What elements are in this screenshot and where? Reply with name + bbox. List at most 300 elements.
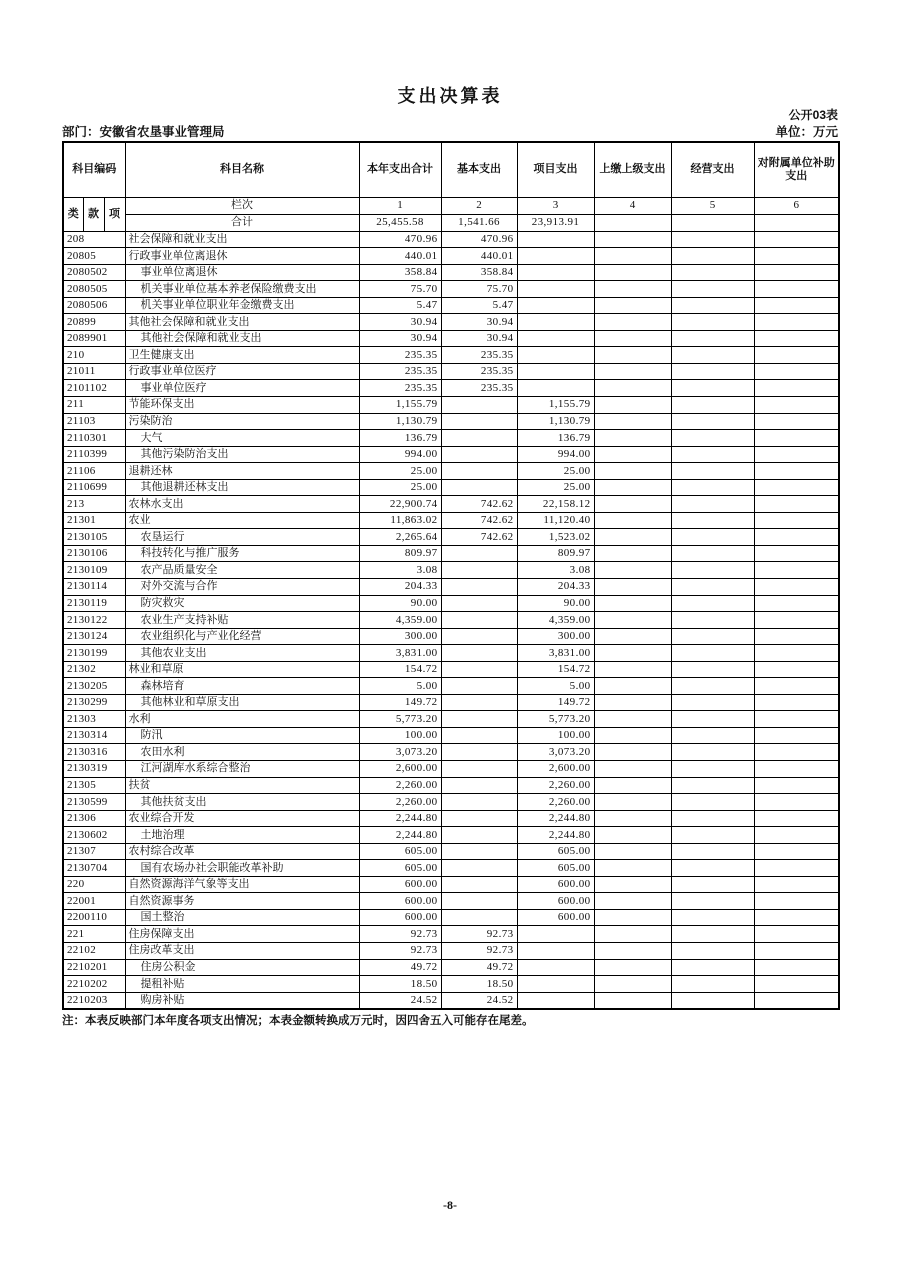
value-cell xyxy=(754,794,839,811)
value-cell xyxy=(754,264,839,281)
value-cell xyxy=(671,612,754,629)
table-row xyxy=(63,876,839,893)
table-row xyxy=(63,628,839,645)
value-cell: 440.01 xyxy=(359,248,441,265)
value-cell xyxy=(441,876,517,893)
subject-name-cell: 行政事业单位医疗 xyxy=(125,363,359,380)
value-cell: 5.47 xyxy=(359,297,441,314)
value-cell: 92.73 xyxy=(359,926,441,943)
value-cell: 2,244.80 xyxy=(359,810,441,827)
table-row xyxy=(63,860,839,877)
value-cell xyxy=(671,810,754,827)
value-cell: 75.70 xyxy=(441,281,517,298)
subject-name-cell: 农业组织化与产业化经营 xyxy=(125,628,359,645)
table-row xyxy=(63,363,839,380)
value-cell xyxy=(754,248,839,265)
value-cell xyxy=(594,578,671,595)
value-cell xyxy=(671,744,754,761)
subject-name-cell: 林业和草原 xyxy=(125,661,359,678)
subject-code-cell: 2130106 xyxy=(63,545,125,562)
value-cell: 204.33 xyxy=(517,578,594,595)
value-cell xyxy=(517,363,594,380)
value-cell: 1,130.79 xyxy=(359,413,441,430)
subject-name-cell: 农垦运行 xyxy=(125,529,359,546)
table-row xyxy=(63,595,839,612)
value-cell: 30.94 xyxy=(359,330,441,347)
table-row xyxy=(63,396,839,413)
value-cell xyxy=(594,926,671,943)
subject-code-cell: 208 xyxy=(63,231,125,248)
table-row xyxy=(63,909,839,926)
subject-code-cell: 21305 xyxy=(63,777,125,794)
value-cell: 3,073.20 xyxy=(359,744,441,761)
subject-code-cell: 2130299 xyxy=(63,694,125,711)
value-cell xyxy=(754,512,839,529)
value-cell xyxy=(754,744,839,761)
table-row xyxy=(63,330,839,347)
value-cell xyxy=(754,843,839,860)
value-cell xyxy=(754,909,839,926)
value-cell xyxy=(517,297,594,314)
subject-name-cell: 其他林业和草原支出 xyxy=(125,694,359,711)
value-cell xyxy=(441,777,517,794)
column-index-3: 3 xyxy=(517,197,594,214)
header-subject-code: 科目编码 xyxy=(63,142,125,197)
value-cell xyxy=(671,860,754,877)
value-cell xyxy=(671,479,754,496)
value-cell xyxy=(594,876,671,893)
table-row xyxy=(63,545,839,562)
subject-name-cell: 农业生产支持补贴 xyxy=(125,612,359,629)
grand-total-label: 合计 xyxy=(125,214,359,231)
value-cell xyxy=(754,545,839,562)
subject-code-cell: 2130114 xyxy=(63,578,125,595)
column-index-row xyxy=(63,197,839,214)
value-cell xyxy=(594,413,671,430)
value-cell: 2,265.64 xyxy=(359,529,441,546)
table-row xyxy=(63,380,839,397)
value-cell xyxy=(671,678,754,695)
value-cell xyxy=(594,727,671,744)
table-row xyxy=(63,943,839,960)
value-cell: 11,863.02 xyxy=(359,512,441,529)
subject-name-cell: 农村综合改革 xyxy=(125,843,359,860)
subject-code-cell: 211 xyxy=(63,396,125,413)
subject-name-cell: 国土整治 xyxy=(125,909,359,926)
page-title: 支出决算表 xyxy=(397,86,503,106)
value-cell: 994.00 xyxy=(359,446,441,463)
table-row xyxy=(63,893,839,910)
table-row xyxy=(63,810,839,827)
value-cell xyxy=(754,893,839,910)
value-cell xyxy=(594,248,671,265)
subject-name-cell: 住房公积金 xyxy=(125,959,359,976)
value-cell: 235.35 xyxy=(359,347,441,364)
value-cell xyxy=(671,264,754,281)
value-cell xyxy=(594,231,671,248)
value-cell xyxy=(754,860,839,877)
subject-name-cell: 提租补贴 xyxy=(125,976,359,993)
subject-code-cell: 2130205 xyxy=(63,678,125,695)
value-cell xyxy=(441,694,517,711)
subject-name-cell: 土地治理 xyxy=(125,827,359,844)
value-cell xyxy=(754,694,839,711)
value-cell: 25.00 xyxy=(359,479,441,496)
value-cell: 22,900.74 xyxy=(359,496,441,513)
value-cell: 30.94 xyxy=(441,330,517,347)
value-cell: 75.70 xyxy=(359,281,441,298)
form-code-label: 公开03表 xyxy=(788,108,838,122)
table-row xyxy=(63,777,839,794)
subject-name-cell: 其他农业支出 xyxy=(125,645,359,662)
value-cell: 2,260.00 xyxy=(359,794,441,811)
value-cell xyxy=(754,711,839,728)
header-total-expenditure: 本年支出合计 xyxy=(359,142,441,197)
subject-code-cell: 20805 xyxy=(63,248,125,265)
value-cell xyxy=(754,396,839,413)
value-cell xyxy=(517,231,594,248)
value-cell xyxy=(441,545,517,562)
value-cell xyxy=(671,496,754,513)
value-cell xyxy=(671,777,754,794)
value-cell xyxy=(671,711,754,728)
value-cell: 90.00 xyxy=(359,595,441,612)
table-row xyxy=(63,645,839,662)
subject-code-cell: 2130599 xyxy=(63,794,125,811)
value-cell: 605.00 xyxy=(517,860,594,877)
value-cell: 136.79 xyxy=(359,430,441,447)
value-cell xyxy=(517,248,594,265)
value-cell xyxy=(671,628,754,645)
value-cell: 136.79 xyxy=(517,430,594,447)
value-cell: 600.00 xyxy=(359,893,441,910)
value-cell xyxy=(754,231,839,248)
table-row xyxy=(63,248,839,265)
subject-code-cell: 21011 xyxy=(63,363,125,380)
column-index-label: 栏次 xyxy=(125,197,359,214)
value-cell xyxy=(594,264,671,281)
value-cell: 358.84 xyxy=(441,264,517,281)
subject-code-cell: 221 xyxy=(63,926,125,943)
table-row xyxy=(63,347,839,364)
subject-code-cell: 21307 xyxy=(63,843,125,860)
value-cell xyxy=(754,413,839,430)
value-cell: 2,260.00 xyxy=(359,777,441,794)
value-cell xyxy=(594,678,671,695)
subject-code-cell: 21106 xyxy=(63,463,125,480)
subject-code-cell: 2130314 xyxy=(63,727,125,744)
value-cell xyxy=(671,545,754,562)
subject-name-cell: 其他污染防治支出 xyxy=(125,446,359,463)
subject-name-cell: 行政事业单位离退休 xyxy=(125,248,359,265)
value-cell xyxy=(517,992,594,1009)
value-cell xyxy=(594,661,671,678)
value-cell xyxy=(754,496,839,513)
value-cell xyxy=(754,347,839,364)
value-cell xyxy=(594,843,671,860)
value-cell: 3,831.00 xyxy=(517,645,594,662)
value-cell: 235.35 xyxy=(441,347,517,364)
value-cell xyxy=(441,578,517,595)
value-cell: 605.00 xyxy=(359,860,441,877)
value-cell xyxy=(594,595,671,612)
value-cell xyxy=(441,727,517,744)
value-cell xyxy=(754,612,839,629)
subject-name-cell: 农林水支出 xyxy=(125,496,359,513)
value-cell: 11,120.40 xyxy=(517,512,594,529)
subject-code-cell: 2210202 xyxy=(63,976,125,993)
subject-code-cell: 2130109 xyxy=(63,562,125,579)
subject-name-cell: 国有农场办社会职能改革补助 xyxy=(125,860,359,877)
sub-header-section: 款 xyxy=(83,197,104,231)
page-number: -8- xyxy=(443,1198,457,1212)
column-index-6: 6 xyxy=(754,197,839,214)
value-cell xyxy=(594,545,671,562)
value-cell xyxy=(594,992,671,1009)
sub-header-item: 项 xyxy=(104,197,125,231)
value-cell: 30.94 xyxy=(359,314,441,331)
subject-code-cell: 220 xyxy=(63,876,125,893)
table-row xyxy=(63,512,839,529)
value-cell: 149.72 xyxy=(359,694,441,711)
value-cell xyxy=(441,794,517,811)
value-cell xyxy=(671,562,754,579)
value-cell xyxy=(671,843,754,860)
subject-name-cell: 农业综合开发 xyxy=(125,810,359,827)
table-row xyxy=(63,612,839,629)
grand-total-value: 25,455.58 xyxy=(359,214,441,231)
footnote: 注：本表反映部门本年度各项支出情况；本表金额转换成万元时，因四舍五入可能存在尾差。 xyxy=(62,1015,534,1027)
value-cell xyxy=(441,396,517,413)
subject-code-cell: 2110699 xyxy=(63,479,125,496)
value-cell xyxy=(754,976,839,993)
value-cell: 24.52 xyxy=(441,992,517,1009)
value-cell: 300.00 xyxy=(359,628,441,645)
table-row xyxy=(63,413,839,430)
grand-total-value: 23,913.91 xyxy=(517,214,594,231)
subject-name-cell: 其他退耕还林支出 xyxy=(125,479,359,496)
subject-name-cell: 对外交流与合作 xyxy=(125,578,359,595)
value-cell xyxy=(754,363,839,380)
subject-code-cell: 213 xyxy=(63,496,125,513)
subject-name-cell: 事业单位医疗 xyxy=(125,380,359,397)
value-cell xyxy=(671,893,754,910)
table-row xyxy=(63,479,839,496)
value-cell xyxy=(594,363,671,380)
subject-name-cell: 其他社会保障和就业支出 xyxy=(125,330,359,347)
value-cell: 92.73 xyxy=(441,943,517,960)
value-cell xyxy=(671,347,754,364)
value-cell: 92.73 xyxy=(359,943,441,960)
value-cell xyxy=(671,281,754,298)
value-cell: 25.00 xyxy=(359,463,441,480)
column-index-4: 4 xyxy=(594,197,671,214)
value-cell xyxy=(671,992,754,1009)
subject-name-cell: 自然资源海洋气象等支出 xyxy=(125,876,359,893)
value-cell xyxy=(671,231,754,248)
value-cell xyxy=(594,909,671,926)
value-cell xyxy=(441,678,517,695)
value-cell xyxy=(594,396,671,413)
value-cell: 3,073.20 xyxy=(517,744,594,761)
grand-total-value: 1,541.66 xyxy=(441,214,517,231)
value-cell: 300.00 xyxy=(517,628,594,645)
value-cell xyxy=(594,479,671,496)
value-cell xyxy=(754,926,839,943)
subject-code-cell: 2210201 xyxy=(63,959,125,976)
value-cell xyxy=(441,430,517,447)
subject-name-cell: 机关事业单位职业年金缴费支出 xyxy=(125,297,359,314)
value-cell xyxy=(754,314,839,331)
subject-name-cell: 防汛 xyxy=(125,727,359,744)
subject-code-cell: 22102 xyxy=(63,943,125,960)
subject-name-cell: 污染防治 xyxy=(125,413,359,430)
value-cell xyxy=(594,645,671,662)
value-cell xyxy=(594,512,671,529)
value-cell xyxy=(754,578,839,595)
value-cell: 742.62 xyxy=(441,512,517,529)
value-cell xyxy=(441,843,517,860)
value-cell: 18.50 xyxy=(359,976,441,993)
value-cell xyxy=(754,430,839,447)
value-cell xyxy=(754,777,839,794)
value-cell: 5.47 xyxy=(441,297,517,314)
value-cell: 2,600.00 xyxy=(359,761,441,778)
value-cell xyxy=(441,645,517,662)
value-cell: 358.84 xyxy=(359,264,441,281)
subject-name-cell: 江河湖库水系综合整治 xyxy=(125,761,359,778)
header-subsidy-expenditure: 对附属单位补助支出 xyxy=(754,142,839,197)
value-cell: 25.00 xyxy=(517,479,594,496)
header-row xyxy=(63,142,839,197)
value-cell: 235.35 xyxy=(359,363,441,380)
header-basic-expenditure: 基本支出 xyxy=(441,142,517,197)
value-cell: 49.72 xyxy=(359,959,441,976)
value-cell: 1,155.79 xyxy=(359,396,441,413)
value-cell xyxy=(754,727,839,744)
column-index-2: 2 xyxy=(441,197,517,214)
value-cell xyxy=(517,943,594,960)
value-cell xyxy=(754,380,839,397)
value-cell xyxy=(671,943,754,960)
value-cell xyxy=(441,463,517,480)
value-cell xyxy=(671,827,754,844)
value-cell xyxy=(671,248,754,265)
subject-name-cell: 节能环保支出 xyxy=(125,396,359,413)
subject-code-cell: 2130124 xyxy=(63,628,125,645)
table-row xyxy=(63,446,839,463)
table-row xyxy=(63,711,839,728)
value-cell: 3.08 xyxy=(359,562,441,579)
grand-total-value xyxy=(671,214,754,231)
value-cell xyxy=(671,645,754,662)
table-row xyxy=(63,694,839,711)
value-cell xyxy=(594,860,671,877)
value-cell xyxy=(594,281,671,298)
value-cell: 22,158.12 xyxy=(517,496,594,513)
expenditure-table xyxy=(62,141,840,1010)
subject-code-cell: 2130319 xyxy=(63,761,125,778)
value-cell: 994.00 xyxy=(517,446,594,463)
table-row xyxy=(63,562,839,579)
table-body xyxy=(63,231,839,1009)
value-cell xyxy=(754,463,839,480)
value-cell xyxy=(671,529,754,546)
subject-code-cell: 2101102 xyxy=(63,380,125,397)
value-cell xyxy=(441,893,517,910)
subject-code-cell: 2110301 xyxy=(63,430,125,447)
grand-total-row xyxy=(63,214,839,231)
value-cell xyxy=(671,909,754,926)
value-cell: 5.00 xyxy=(517,678,594,695)
value-cell xyxy=(517,264,594,281)
subject-code-cell: 2080505 xyxy=(63,281,125,298)
subject-name-cell: 其他扶贫支出 xyxy=(125,794,359,811)
value-cell: 235.35 xyxy=(441,380,517,397)
value-cell xyxy=(594,446,671,463)
value-cell: 600.00 xyxy=(359,909,441,926)
value-cell: 5,773.20 xyxy=(359,711,441,728)
subject-name-cell: 机关事业单位基本养老保险缴费支出 xyxy=(125,281,359,298)
value-cell xyxy=(671,430,754,447)
subject-name-cell: 大气 xyxy=(125,430,359,447)
value-cell xyxy=(594,330,671,347)
value-cell xyxy=(594,761,671,778)
value-cell xyxy=(754,992,839,1009)
value-cell xyxy=(594,430,671,447)
subject-name-cell: 住房保障支出 xyxy=(125,926,359,943)
value-cell xyxy=(754,562,839,579)
table-row xyxy=(63,992,839,1009)
value-cell xyxy=(754,297,839,314)
value-cell: 440.01 xyxy=(441,248,517,265)
subject-name-cell: 其他社会保障和就业支出 xyxy=(125,314,359,331)
table-row xyxy=(63,843,839,860)
value-cell xyxy=(517,380,594,397)
subject-code-cell: 2080502 xyxy=(63,264,125,281)
subject-code-cell: 2130704 xyxy=(63,860,125,877)
value-cell xyxy=(441,744,517,761)
subject-name-cell: 社会保障和就业支出 xyxy=(125,231,359,248)
value-cell: 470.96 xyxy=(441,231,517,248)
subject-code-cell: 2130602 xyxy=(63,827,125,844)
value-cell xyxy=(671,512,754,529)
subject-name-cell: 事业单位离退休 xyxy=(125,264,359,281)
value-cell xyxy=(594,744,671,761)
table-row xyxy=(63,678,839,695)
value-cell xyxy=(671,761,754,778)
table-row xyxy=(63,529,839,546)
value-cell xyxy=(671,976,754,993)
value-cell: 92.73 xyxy=(441,926,517,943)
value-cell xyxy=(671,926,754,943)
subject-name-cell: 购房补贴 xyxy=(125,992,359,1009)
subject-name-cell: 住房改革支出 xyxy=(125,943,359,960)
table-row xyxy=(63,314,839,331)
subject-code-cell: 21302 xyxy=(63,661,125,678)
value-cell xyxy=(671,297,754,314)
value-cell: 600.00 xyxy=(359,876,441,893)
value-cell: 49.72 xyxy=(441,959,517,976)
value-cell: 30.94 xyxy=(441,314,517,331)
value-cell xyxy=(754,330,839,347)
value-cell xyxy=(754,446,839,463)
value-cell xyxy=(754,529,839,546)
subject-code-cell: 22001 xyxy=(63,893,125,910)
value-cell xyxy=(754,479,839,496)
value-cell xyxy=(594,976,671,993)
value-cell: 18.50 xyxy=(441,976,517,993)
